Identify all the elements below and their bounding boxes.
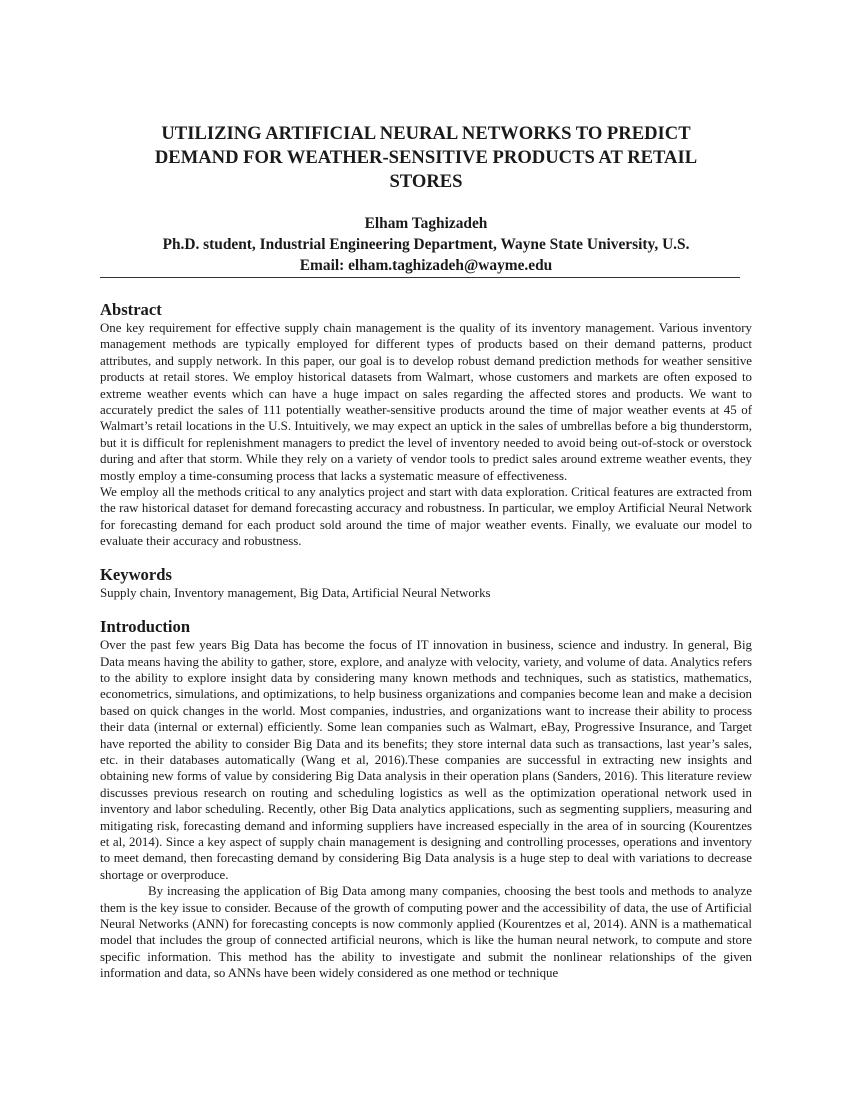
- abstract-paragraph: We employ all the methods critical to any analytics project and start with data exploration. Critical features are extracted from the raw historical dataset for demand forecasting accuracy and robustness. In particular, we employ Artificial Neural Network for forecasting demand for each product sold around the time of major weather events. Finally, we evaluate our model to evaluate their accuracy and robustness.: [100, 485, 752, 549]
- abstract-paragraph: One key requirement for effective supply chain management is the quality of its inventory management. Various inventory management methods are typically employed for different types of products based on their demand patterns, product attributes, and supply network. In this paper, our goal is to develop robust demand prediction methods for weather sensitive products at retail stores. We employ historical datasets from Walmart, whose customers and markets are often exposed to extreme weather events which can have a huge impact on sales regarding the affected stores and products. We want to accurately predict the sales of 111 potentially weather-sensitive products around the time of major weather events at 45 of Walmart’s retail locations in the U.S. Intuitively, we may expect an uptick in the sales of umbrellas before a big thunderstorm, but it is difficult for replenishment managers to predict the level of inventory needed to avoid being out-of-stock or overstock during and after that storm. While they rely on a variety of vendor tools to predict sales around extreme weather events, they mostly employ a time-consuming process that lacks a systematic measure of effectiveness.: [100, 321, 752, 483]
- author-name: Elham Taghizadeh: [364, 215, 488, 232]
- title-line: UTILIZING ARTIFICIAL NEURAL NETWORKS TO PREDICT: [161, 123, 691, 144]
- author-block: [100, 213, 752, 276]
- introduction-paragraph: Over the past few years Big Data has become the focus of IT innovation in business, science and industry. In general, Big Data means having the ability to gather, store, explore, and analyze with velocity, variety, and volume of data. Analytics refers to the ability to explore insight data by considering many known methods and techniques, such as statistics, mathematics, econometrics, simulations, and optimizations, to help business organizations and companies become lean and make a decision based on quick changes in the world. Most companies, industries, and organizations want to increase their ability to process their data (internal or external) efficiently. Some lean companies such as Walmart, eBay, Progressive Insurance, and Target have reported the ability to consider Big Data and its benefits; they store internal data such as transactions, last year’s sales, etc. in their databases automatically (Wang et al, 2016).These companies are successful in extracting new insights and obtaining new forms of value by considering Big Data analysis in their operation plans (Sanders, 2016). This literature review discusses previous research on routing and scheduling logistics as well as the optimization operational network used in inventory and labor scheduling. Recently, other Big Data analytics applications, such as segmenting suppliers, measuring and mitigating risk, forecasting demand and informing suppliers have increased especially in the area of in sourcing (Kourentzes et al, 2014). Since a key aspect of supply chain management is designing and controlling processes, operations and inventory to meet demand, then forecasting demand by considering Big Data analysis is a huge step to deal with variations to decrease shortage or overproduce.: [100, 638, 752, 882]
- author-email: Email: elham.taghizadeh@wayme.edu: [299, 257, 553, 274]
- paper-page: [100, 0, 752, 982]
- keywords-text: Supply chain, Inventory management, Big Data, Artificial Neural Networks: [100, 585, 491, 600]
- abstract-section: [100, 300, 752, 550]
- title-line: STORES: [389, 171, 463, 192]
- introduction-paragraph: By increasing the application of Big Data among many companies, choosing the best tools and methods to analyze them is the key issue to consider. Because of the growth of computing power and the accessibility of data, the use of Artificial Neural Networks (ANN) for forecasting concepts is now commonly applied (Kourentzes et al, 2014). ANN is a mathematical model that includes the group of connected artificial neurons, which is like the human neural network, to compute and store specific information. This method has the ability to investigate and submit the nonlinear relationships of the given information and data, so ANNs have been widely considered as one method or technique: [100, 884, 752, 981]
- introduction-section: [100, 617, 752, 982]
- keywords-section: [100, 565, 752, 601]
- author-affiliation: Ph.D. student, Industrial Engineering Department, Wayne State University, U.S.: [162, 236, 690, 253]
- paper-title: [100, 122, 752, 194]
- abstract-heading: Abstract: [100, 300, 162, 319]
- title-line: DEMAND FOR WEATHER-SENSITIVE PRODUCTS AT RETAIL: [154, 147, 698, 168]
- header-divider: [100, 277, 740, 278]
- introduction-heading: Introduction: [100, 617, 191, 637]
- keywords-heading: Keywords: [100, 564, 172, 584]
